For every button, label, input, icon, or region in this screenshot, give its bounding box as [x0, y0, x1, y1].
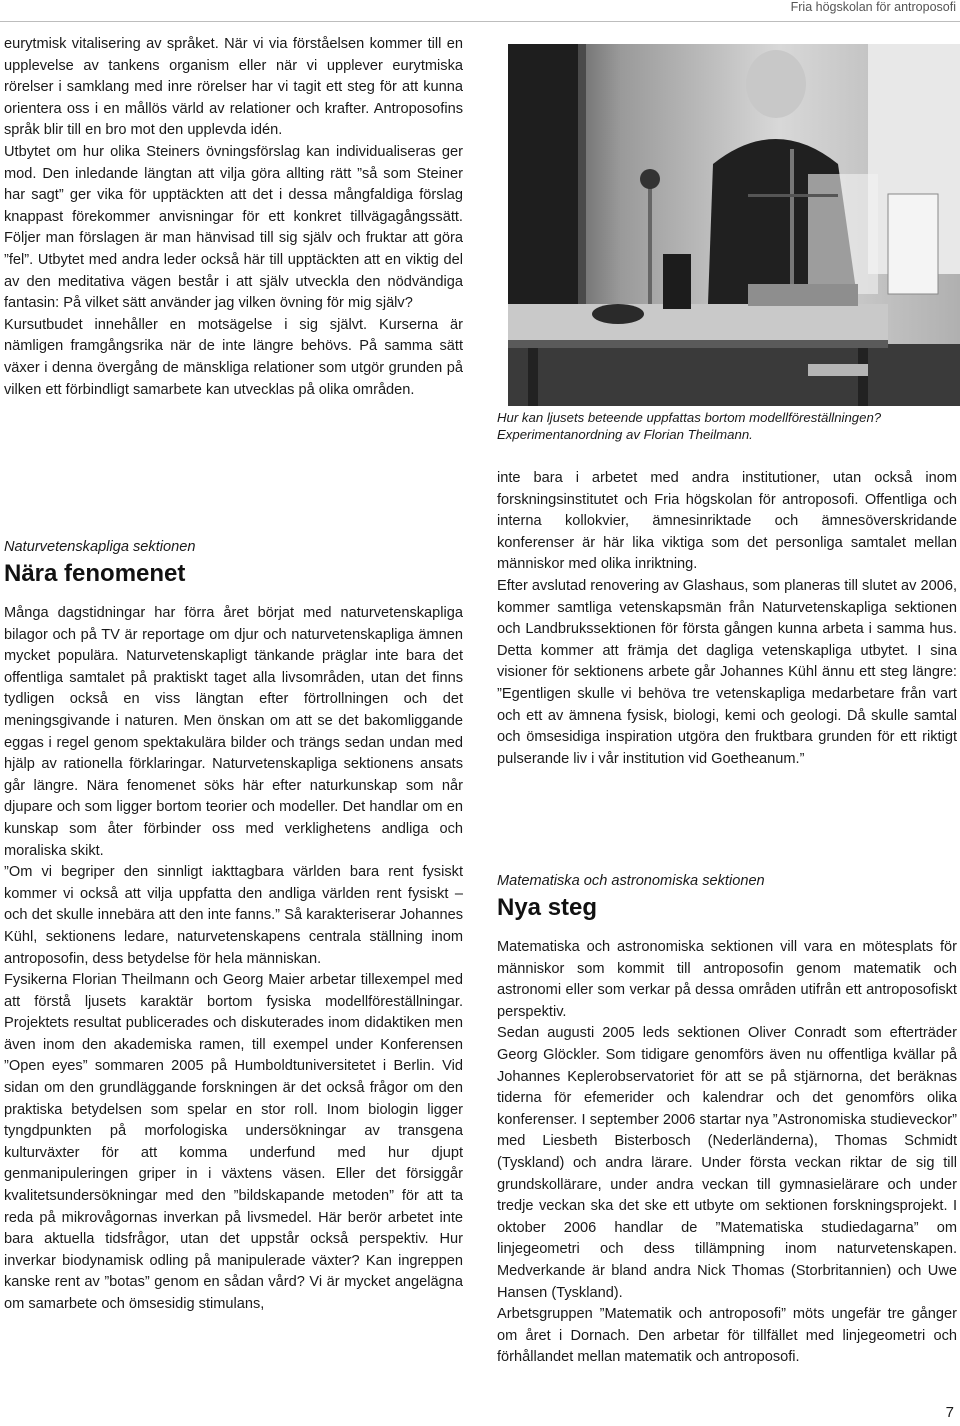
paragraph: ”Om vi begriper den sinnligt iakttagbara världen bara rent fysiskt kommer vi också att vilja uppfatta den andliga världen rent fysiskt – och det skulle innebära att den inte fanns.” Så karakteriserar Johannes Kühl, sektionens ledare, naturvetenskapens centrala ställning inom antroposofin, dess betydelse för hela människan.	[4, 864, 463, 967]
photo-caption: Hur kan ljusets beteende uppfattas bortom modellföreställningen? Experimentanordning av Florian Theilmann.	[497, 410, 882, 443]
section-title: Nära fenomenet	[4, 560, 186, 587]
paragraph: Kursutbudet innehåller en motsägelse i sig självt. Kurserna är nämligen framgångsrika när de inte längre behövs. På samma sätt växer i denna övergång de mänskliga relationer som utgör grunden på vilken ett förbindligt samarbete kan utvecklas på olika områden.	[4, 316, 463, 398]
header-title: Fria högskolan för antroposofi	[790, 0, 956, 14]
section-title: Nya steg	[497, 894, 598, 921]
left-column	[4, 34, 463, 401]
paragraph: eurytmisk vitalisering av språket. När vi via förståelsen kommer till en upplevelse av tankens organism eller när vi upplever eurytmiska rörelser i samklang med inre rörelser har vi tagit ett steg för att kunna orientera oss i en mållös värld av relationer och krafter. Antroposofins språk blir till en bro mot den upplevda idén.	[4, 36, 463, 139]
page-number: 7	[945, 1404, 954, 1421]
paragraph: Efter avslutad renovering av Glashaus, som planeras till slutet av 2006, kommer samtliga vetenskapsmän från Naturvetenskapliga sektionen och Landbrukssektionen för första gången kunna arbeta i samma hus. Detta kommer att främja det dagliga vetenskapliga utbytet. I sina visioner för sektionens arbete går Johannes Kühl ännu ett steg längre: ”Egentligen skulle vi behöva tre vetenskapliga medarbetare från vart och ett av ämnena fysisk, biologi, kemi och geologi. Då skulle samtal och ömsesidiga inspiration utgöra den fruktbara grunden för ett riktigt pulserande liv i vår institution vid Goetheanum.”	[497, 577, 957, 767]
section-kicker: Naturvetenskapliga sektionen	[4, 539, 196, 555]
paragraph: inte bara i arbetet med andra institutioner, utan också inom forskningsinstitutet och Fria högskolan för antroposofi. Offentliga och interna kollokvier, ämnesinriktade och ämnesöverskridande konferenser är här lika viktiga som det personliga samtalet mellan människor med olika inriktning.	[497, 470, 957, 573]
experiment-photo	[508, 44, 960, 406]
paragraph: Matematiska och astronomiska sektionen vill vara en mötesplats för människor som kommit till antroposofin genom matematik och astronomi eller som verkar på dessa områden utifrån ett antroposofiskt perspektiv.	[497, 939, 957, 1020]
section-math-astronomy	[497, 872, 957, 1369]
paragraph: Arbetsgruppen ”Matematik och antroposofi” möts ungefär tre gånger om året i Dornach. Den arbetar för tillfället med linjegeometri och förhållandet mellan matematik och antroposofi.	[497, 1306, 957, 1366]
section-natural-science	[4, 538, 463, 1316]
section-kicker: Matematiska och astronomiska sektionen	[497, 873, 765, 889]
section-body	[497, 937, 957, 1369]
section-body	[4, 603, 463, 1316]
right-column	[497, 468, 957, 770]
page-header	[0, 0, 960, 22]
paragraph: Sedan augusti 2005 leds sektionen Oliver Conradt som efterträder Georg Glöckler. Som tidigare genomförs även nu offentliga kvällar på Johannes Keplerobservatoriet för att se på stjärnorna, det beräknas tiderna för efemerider och kalendrar och det genomförs olika konferenser. I september 2006 startar nya ”Astronomiska studieveckor” med Liesbeth Bisterbosch (Nederländerna), Thomas Schmidt (Tyskland) och andra lärare. Under första veckan riktar de sig till grundskollärare, under andra veckan till gymnasielärare och under tredje veckan ska det ske ett utbyte om sektionen forskningsprojekt. I oktober 2006 handlar de ”Matematiska studiedagarna” om linjegeometri och dess tillämpning inom naturvetenskapen. Medverkande är bland andra Nick Thomas (Storbritannien) och Uwe Hansen (Tyskland).	[497, 1025, 957, 1301]
paragraph: Utbytet om hur olika Steiners övningsförslag kan individualiseras ger mod. Den inledande längtan att vilja göra allting rätt ”så som Steiner har sagt” ger vika för upptäckten att det i dessa mångfaldiga förslag knappast förekommer anvisningar för ett konkret tillvägagångssätt. Följer man förslagen är man hänvisad till sig själv och fruktar att göra ”fel”. Utbytet med andra leder också här till upptäckten att en viktig del av den meditativa vägen består i att själv utveckla den nödvändiga fantasin: På vilket sätt använder jag vilken övning för mig själv?	[4, 143, 463, 312]
paragraph: Fysikerna Florian Theilmann och Georg Maier arbetar tillexempel med att förstå ljusets karaktär bortom fysiska modellföreställningar. Projektets resultat publicerades och diskuterades inom didaktiken men även inom den akademiska ramen, till exempel under Konferensen ”Open eyes” sommaren 2005 på Humboldtuniversitetet i Berlin. Vid sidan om den grundläggande forskningen är det också frågor om den praktiska betydelsen som spelar en stor roll. Inom biologin ligger tyngdpunkten på morfologiska undersökningar av transgena kulturväxter för att komma underfund med hur djupt genmanipuleringen griper in i växtens väsen. Eller det försiggår kvalitetsundersökningar med den ”bildskapande metoden” för att ta reda på mikrovågornas inverkan på livsmedel. Här berör arbetet inte bara aktuella tidsfrågor, utan det uppstår också perspektiv. Hur inverkar biodynamisk odling på manipulerade växter? Kan ingreppen kanske rent av ”botas” genom en sådan vård? Vi är mycket angelägna om samarbete och ömsesidig stimulans,	[4, 972, 463, 1312]
paragraph: Många dagstidningar har förra året börjat med naturvetenskapliga bilagor och på TV är reportage om djur och naturvetenskapliga ämnen mycket populära. Naturvetenskapligt tänkande präglar inte bara det offentliga samtalet på praktiskt taget alla livsområden, utan det finns tydligen också en viss längtan efter förtrollningen och det meningsgivande i naturen. Men önskan om att se det bakomliggande eggas i regel genom spektakulära bilder och trängs sedan undan med hjälp av rationella förklaringar. Naturvetenskapliga sektionens ansats går längre. Nära fenomenet söks här efter naturkunskap som når djupare och som ligger bortom teorier och modeller. Det handlar om en kunskap som åter förbinder oss med verklighetens andliga och moraliska skikt.	[4, 605, 463, 859]
